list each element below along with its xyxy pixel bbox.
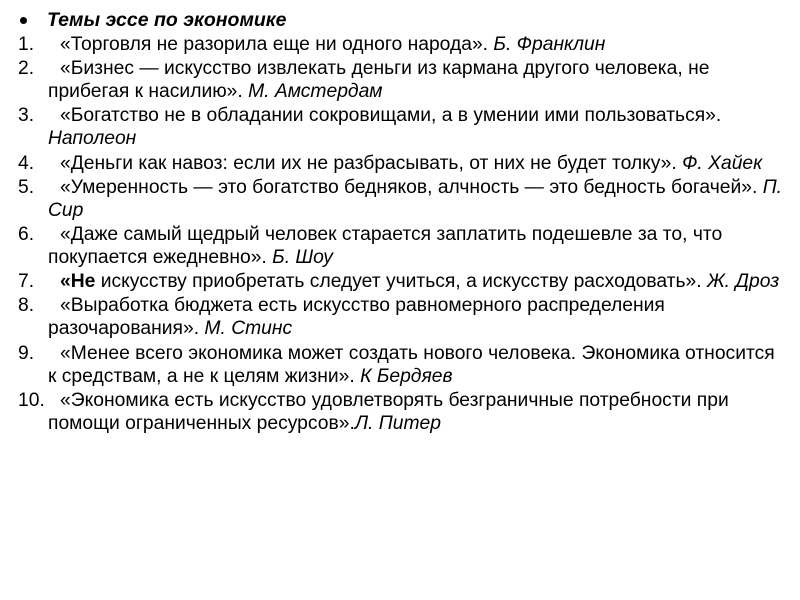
quote-author: Ж. Дроз bbox=[707, 271, 780, 293]
quote-text: «Экономика есть искусство удовлетворять безграничные потребности при помощи ограниченных ресурсов». bbox=[48, 389, 729, 434]
quote-author: М. Стинс bbox=[204, 318, 293, 340]
quote-item bbox=[0, 342, 800, 388]
quote-number: 7. bbox=[18, 271, 35, 293]
quote-number: 10. bbox=[18, 389, 45, 411]
quote-body bbox=[48, 104, 784, 150]
quote-body bbox=[48, 342, 784, 388]
quote-body bbox=[48, 152, 784, 175]
quote-author: П. Сир bbox=[48, 176, 783, 221]
quote-number: 3. bbox=[18, 105, 35, 127]
quote-item bbox=[0, 176, 800, 222]
quote-body bbox=[48, 223, 784, 269]
quote-item bbox=[0, 152, 800, 175]
quote-number: 8. bbox=[18, 295, 35, 317]
quote-author: Наполеон bbox=[48, 128, 137, 150]
quote-author: К Бердяев bbox=[360, 365, 453, 387]
quote-body bbox=[48, 270, 784, 293]
quote-body bbox=[48, 33, 784, 56]
quote-author: Ф. Хайек bbox=[682, 152, 763, 174]
quote-number: 2. bbox=[18, 58, 35, 80]
quote-list bbox=[0, 33, 800, 436]
quote-item bbox=[0, 223, 800, 269]
bullet-icon bbox=[20, 17, 27, 24]
quote-body bbox=[48, 294, 784, 340]
quote-text: «Торговля не разорила еще ни одного народа». bbox=[60, 34, 489, 55]
quote-text: искусству приобретать следует учиться, а искусству расходовать». bbox=[100, 271, 702, 293]
quote-number: 1. bbox=[18, 34, 35, 55]
quote-text: «Выработка бюджета есть искусство равномерного распределения разочарования». bbox=[48, 295, 665, 340]
quote-author: Л. Питер bbox=[354, 412, 441, 434]
quote-text: «Бизнес — искусство извлекать деньги из кармана другого человека, не прибегая к насилию». bbox=[48, 58, 710, 103]
quote-text: «Деньги как навоз: если их не разбрасывать, от них не будет толку». bbox=[60, 152, 677, 174]
quote-body bbox=[48, 176, 784, 222]
quote-number: 5. bbox=[18, 176, 35, 198]
quote-author: М. Амстердам bbox=[248, 81, 383, 103]
quote-number: 4. bbox=[18, 152, 35, 174]
quote-text: «Умеренность — это богатство бедняков, алчность — это бедность богачей». bbox=[60, 176, 758, 198]
quote-body bbox=[48, 389, 784, 435]
quote-text-wrapper bbox=[48, 271, 702, 292]
quote-number: 6. bbox=[18, 223, 35, 245]
quote-author: Б. Франклин bbox=[493, 34, 606, 55]
quote-item bbox=[0, 33, 800, 56]
quote-item bbox=[0, 389, 800, 435]
quote-item bbox=[0, 270, 800, 293]
quote-text: «Менее всего экономика может создать нового человека. Экономика относится к средствам, а не к целям жизни». bbox=[48, 342, 775, 387]
quote-lead-bold: «Не bbox=[60, 271, 96, 293]
quote-author: Б. Шоу bbox=[272, 246, 333, 268]
quote-item bbox=[0, 57, 800, 103]
quote-item bbox=[0, 294, 800, 340]
quote-number: 9. bbox=[18, 342, 35, 364]
heading-row bbox=[20, 8, 287, 32]
slide-heading: Темы эссе по экономике bbox=[47, 8, 287, 31]
quote-text: «Даже самый щедрый человек старается заплатить подешевле за то, что покупается ежедневно». bbox=[48, 223, 723, 268]
quote-item bbox=[0, 104, 800, 150]
quote-body bbox=[48, 57, 784, 103]
quote-text: «Богатство не в обладании сокровищами, а в умении ими пользоваться». bbox=[60, 105, 722, 127]
